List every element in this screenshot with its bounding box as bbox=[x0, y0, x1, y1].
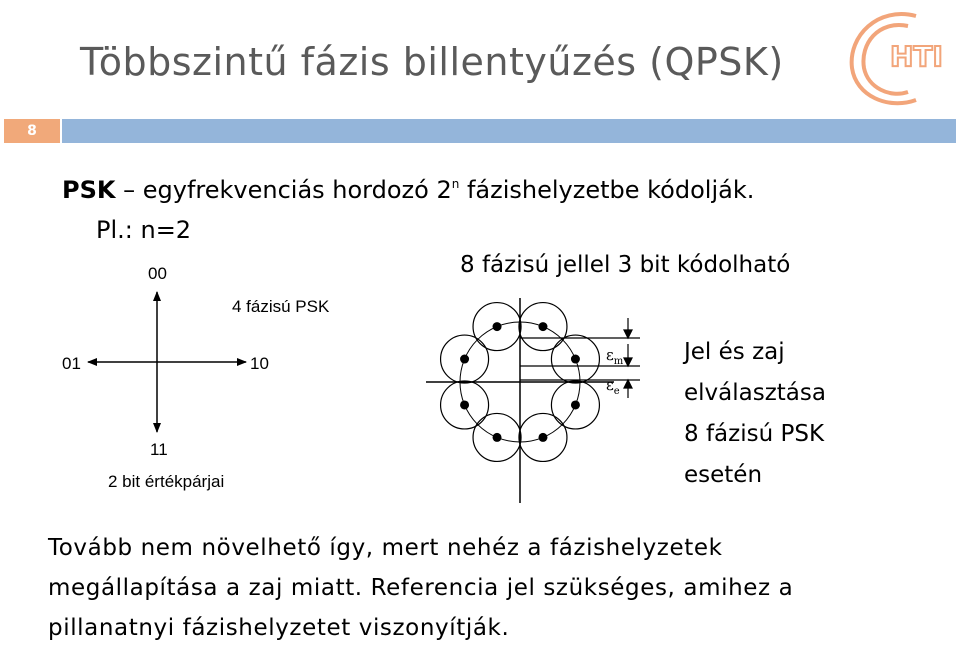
eps-m-label: $\varepsilon_m$ bbox=[606, 346, 624, 367]
bottom-line: Tovább nem növelhető így, mert nehéz a fázishelyzetek bbox=[48, 535, 723, 561]
side-note-line: Jel és zaj bbox=[684, 339, 785, 365]
qpsk-label-10: 10 bbox=[250, 354, 269, 373]
constellation-point bbox=[571, 400, 580, 409]
constellation-point bbox=[460, 400, 469, 409]
intro-text-2: fázishelyzetbe kódolják. bbox=[459, 176, 755, 204]
constellation-point bbox=[538, 433, 547, 442]
qpsk-label-11: 11 bbox=[150, 440, 168, 459]
slide-title: Többszintű fázis billentyűzés (QPSK) bbox=[80, 40, 784, 84]
qpsk-axes bbox=[0, 0, 420, 520]
psk8-heading: 8 fázisú jellel 3 bit kódolható bbox=[460, 252, 791, 278]
qpsk-caption-bottom: 2 bit értékpárjai bbox=[108, 472, 225, 491]
constellation-point bbox=[460, 355, 469, 364]
slide-number: 8 bbox=[4, 119, 60, 143]
logo-text: HTI bbox=[890, 40, 943, 73]
psk8-constellation bbox=[420, 298, 650, 510]
bottom-line: megállapítása a zaj miatt. Referencia jel szükséges, amihez a bbox=[48, 575, 794, 601]
constellation-point bbox=[493, 433, 502, 442]
constellation-point bbox=[493, 322, 502, 331]
bottom-line: pillanatnyi fázishelyzetet viszonyítják. bbox=[48, 615, 510, 641]
side-note-line: 8 fázisú PSK bbox=[684, 421, 825, 447]
example-line: Pl.: n=2 bbox=[96, 216, 192, 244]
hti-logo bbox=[838, 6, 946, 114]
eps-e-label: $\varepsilon_e$ bbox=[606, 376, 620, 397]
qpsk-caption-top: 4 fázisú PSK bbox=[232, 297, 330, 316]
qpsk-label-00: 00 bbox=[148, 264, 167, 283]
constellation-point bbox=[538, 322, 547, 331]
side-note bbox=[684, 332, 826, 496]
side-note-line: esetén bbox=[684, 462, 763, 488]
qpsk-label-01: 01 bbox=[62, 354, 81, 373]
constellation-point bbox=[571, 355, 580, 364]
intro-text-1: – egyfrekvenciás hordozó 2 bbox=[115, 176, 452, 204]
intro-keyword: PSK bbox=[62, 176, 116, 204]
intro-superscript: n bbox=[451, 177, 460, 191]
side-note-line: elválasztása bbox=[684, 380, 826, 406]
bottom-paragraph bbox=[48, 528, 793, 648]
